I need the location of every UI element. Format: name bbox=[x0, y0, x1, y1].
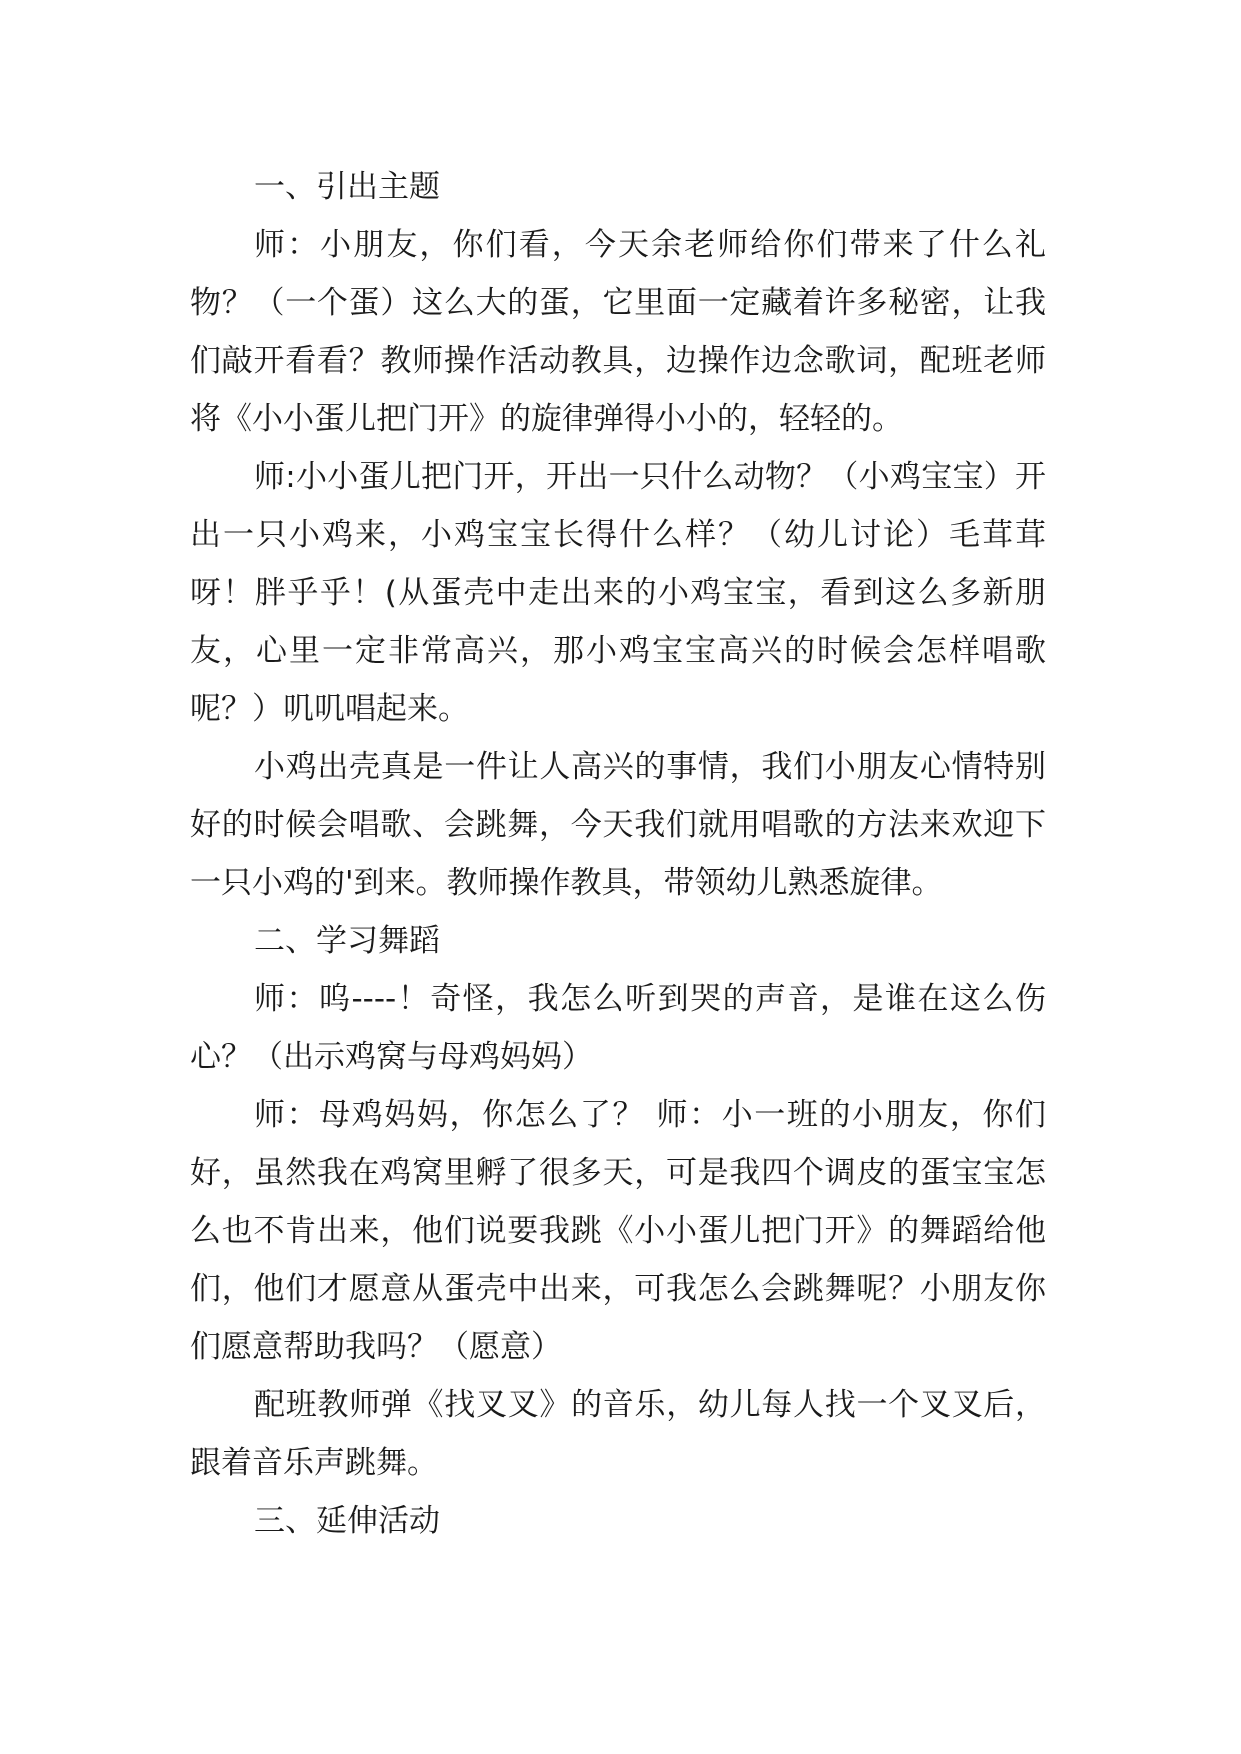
paragraph-egg-opens: 师:小小蛋儿把门开，开出一只什么动物？（小鸡宝宝）开出一只小鸡来，小鸡宝宝长得什么样？（幼儿讨论）毛茸茸呀！胖乎乎！(从蛋壳中走出来的小鸡宝宝，看到这么多新朋友，心里一定非常高兴，那小鸡宝宝高兴的时候会怎样唱歌呢？）叽叽唱起来。 bbox=[190, 459, 1046, 727]
paragraph-chick-hatch: 小鸡出壳真是一件让人高兴的事情，我们小朋友心情特别好的时候会唱歌、会跳舞，今天我们就用唱歌的方法来欢迎下一只小鸡的'到来。教师操作教具，带领幼儿熟悉旋律。 bbox=[190, 749, 1046, 901]
paragraph-teacher-gift: 师：小朋友，你们看，今天余老师给你们带来了什么礼物？（一个蛋）这么大的蛋，它里面一定藏着许多秘密，让我们敲开看看？教师操作活动教具，边操作边念歌词，配班老师将《小小蛋儿把门开》的旋律弹得小小的，轻轻的。 bbox=[190, 227, 1046, 437]
section-heading-extension: 三、延伸活动 bbox=[254, 1503, 440, 1539]
section-heading-intro: 一、引出主题 bbox=[254, 169, 440, 205]
paragraph-mother-hen: 师：母鸡妈妈，你怎么了？ 师：小一班的小朋友，你们好，虽然我在鸡窝里孵了很多天，可是我四个调皮的蛋宝宝怎么也不肯出来，他们说要我跳《小小蛋儿把门开》的舞蹈给他们，他们才愿意从蛋壳中出来，可我怎么会跳舞呢？小朋友你们愿意帮助我吗？（愿意） bbox=[190, 1097, 1046, 1365]
document-body bbox=[190, 158, 1046, 1550]
paragraph-crying-sound: 师：呜----！奇怪，我怎么听到哭的声音，是谁在这么伤心？（出示鸡窝与母鸡妈妈） bbox=[190, 981, 1046, 1075]
section-heading-dance: 二、学习舞蹈 bbox=[254, 923, 440, 959]
paragraph-music-dance: 配班教师弹《找叉叉》的音乐，幼儿每人找一个叉叉后，跟着音乐声跳舞。 bbox=[190, 1387, 1046, 1481]
